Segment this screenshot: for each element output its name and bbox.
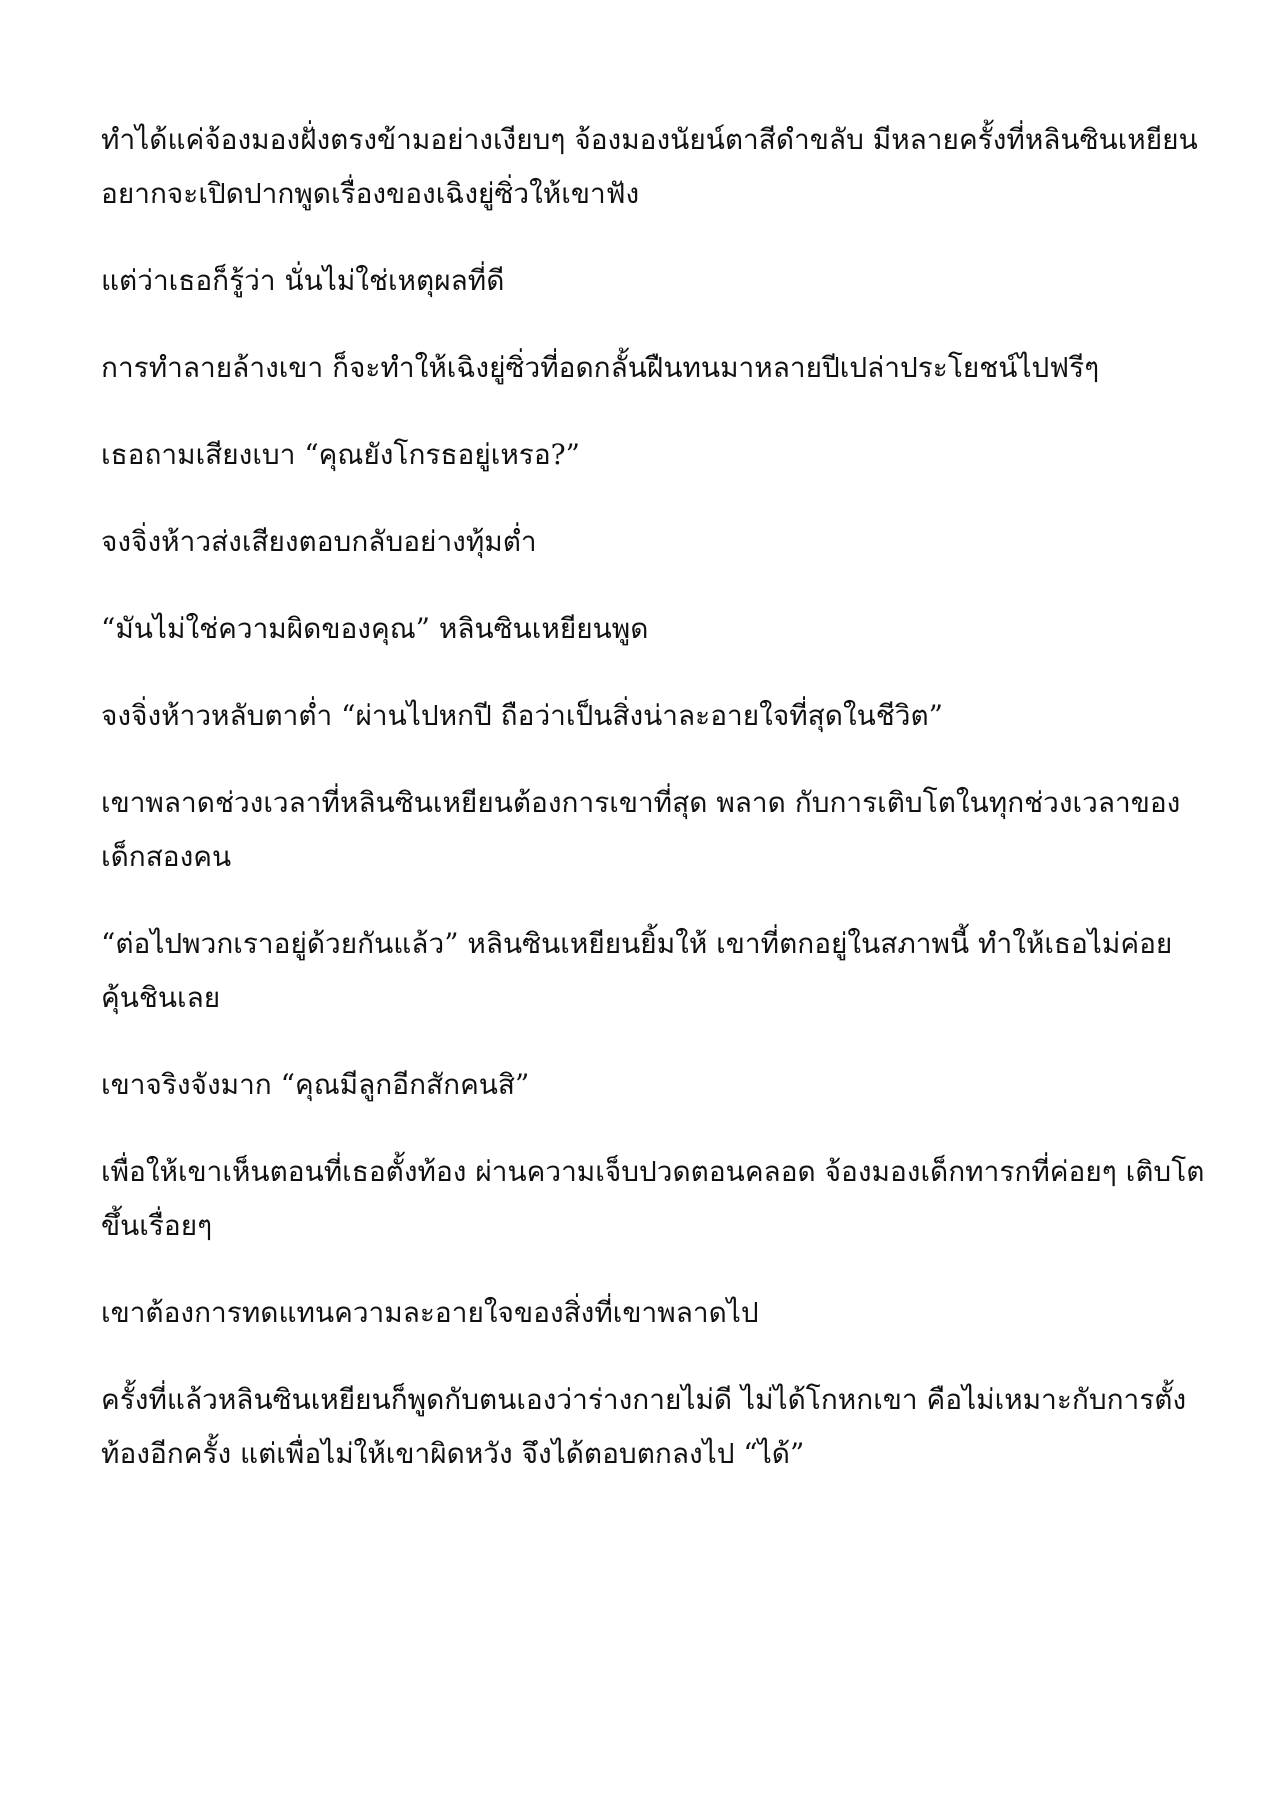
paragraph	[101, 113, 1198, 221]
text-line: เขาจริงจังมาก “คุณมีลูกอีกสักคนสิ”	[101, 1068, 530, 1101]
paragraph	[101, 776, 1181, 884]
paragraph	[101, 1058, 1181, 1112]
paragraph	[101, 341, 1181, 395]
text-line: เขาพลาดช่วงเวลาที่หลินซินเหยียนต้องการเขาที่สุด พลาด กับการเติบโตในทุกช่วงเวลาของ	[101, 786, 1181, 819]
text-line: เขาต้องการทดแทนความละอายใจของสิ่งที่เขาพลาดไป	[101, 1296, 759, 1329]
paragraph	[101, 1145, 1205, 1253]
text-line: อยากจะเปิดปากพูดเรื่องของเฉิงยู่ซิ่วให้เขาฟัง	[101, 177, 640, 210]
text-line: ท้องอีกครั้ง แต่เพื่อไม่ให้เขาผิดหวัง จึงได้ตอบตกลงไป “ได้”	[101, 1437, 805, 1470]
text-line: “มันไม่ใช่ความผิดของคุณ” หลินซินเหยียนพูด	[101, 612, 649, 645]
text-line: เด็กสองคน	[101, 840, 232, 873]
text-line: ทำได้แค่จ้องมองฝั่งตรงข้ามอย่างเงียบๆ จ้องมองนัยน์ตาสีดำขลับ มีหลายครั้งที่หลินซินเหยียน	[101, 123, 1198, 156]
paragraph	[101, 1373, 1187, 1481]
paragraph	[101, 917, 1181, 1025]
paragraph	[101, 515, 1181, 569]
paragraph	[101, 689, 1181, 743]
text-line: เพื่อให้เขาเห็นตอนที่เธอตั้งท้อง ผ่านความเจ็บปวดตอนคลอด จ้องมองเด็กทารกที่ค่อยๆ เติบโต	[101, 1155, 1205, 1188]
paragraph	[101, 1286, 1181, 1340]
text-line: เธอถามเสียงเบา “คุณยังโกรธอยู่เหรอ?”	[101, 438, 580, 471]
text-line: ครั้งที่แล้วหลินซินเหยียนก็พูดกับตนเองว่าร่างกายไม่ดี ไม่ได้โกหกเขา คือไม่เหมาะกับการตั้ง	[101, 1383, 1187, 1416]
text-line: “ต่อไปพวกเราอยู่ด้วยกันแล้ว” หลินซินเหยียนยิ้มให้ เขาที่ตกอยู่ในสภาพนี้ ทำให้เธอไม่ค่อย	[101, 927, 1173, 960]
text-line: จงจิ่งห้าวหลับตาต่ำ “ผ่านไปหกปี ถือว่าเป็นสิ่งน่าละอายใจที่สุดในชีวิต”	[101, 699, 943, 732]
text-line: การทำลายล้างเขา ก็จะทำให้เฉิงยู่ซิ่วที่อดกลั้นฝืนทนมาหลายปีเปล่าประโยชน์ไปฟรีๆ	[101, 351, 1100, 384]
text-line: คุ้นชินเลย	[101, 981, 221, 1014]
text-line: ขึ้นเรื่อยๆ	[101, 1209, 213, 1242]
text-line: จงจิ่งห้าวส่งเสียงตอบกลับอย่างทุ้มต่ำ	[101, 525, 537, 558]
paragraph	[101, 602, 1181, 656]
paragraph	[101, 254, 1181, 308]
paragraph	[101, 428, 1181, 482]
text-line: แต่ว่าเธอก็รู้ว่า นั่นไม่ใช่เหตุผลที่ดี	[101, 264, 505, 297]
document-body	[101, 113, 1205, 1514]
